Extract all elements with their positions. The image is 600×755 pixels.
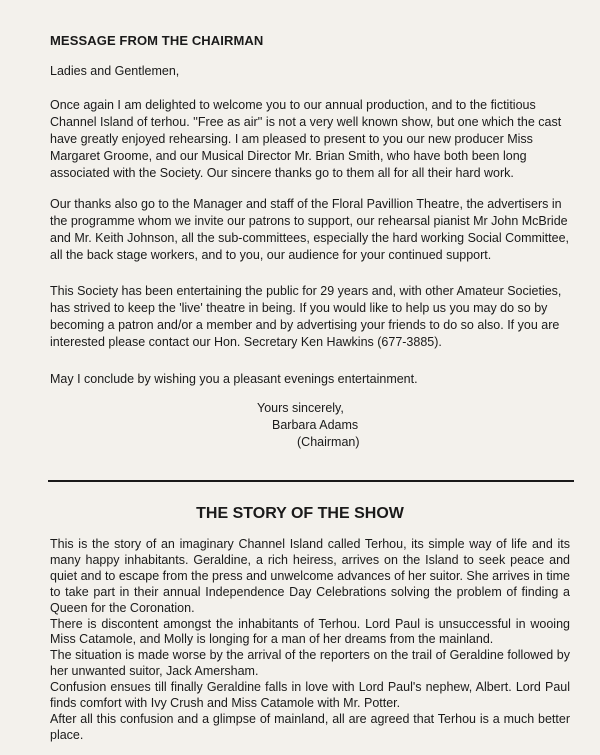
- signatory-role: (Chairman): [297, 435, 360, 449]
- story-paragraph-5: After all this confusion and a glimpse of mainland, all are agreed that Terhou is a much better place.: [50, 711, 570, 742]
- story-body: [50, 537, 570, 744]
- story-paragraph-1: This is the story of an imaginary Channel Island called Terhou, its simple way of life and its many happy inhabitants. Geraldine, a rich heiress, arrives on the Island to seek peace and quiet and to escape from the press and unwelcome advances of her suitor. She arrives in time to take part in their annual Independence Day Celebrations solving the problem of finding a Queen for the Coronation.: [50, 537, 570, 615]
- chairman-message-heading: MESSAGE FROM THE CHAIRMAN: [50, 33, 264, 48]
- chairman-paragraph-3: This Society has been entertaining the public for 29 years and, with other Amateur Societies, has strived to keep the 'live' theatre in being. If you would like to help us you may do so by becoming a patron and/or a member and by advertising your friends to do so also. If you are interested please contact our Hon. Secretary Ken Hawkins (677-3885).: [50, 284, 562, 349]
- story-paragraph-3: The situation is made worse by the arrival of the reporters on the trail of Geraldine followed by her unwanted suitor, Jack Amersham.: [50, 648, 570, 679]
- chairman-paragraph-2: Our thanks also go to the Manager and staff of the Floral Pavillion Theatre, the advertisers in the programme whom we invite our patrons to support, our rehearsal pianist Mr John McBride and Mr. Keith Johnson, all the sub-committees, especially the hard working Social Committee, all the back stage workers, and to you, our audience for your continued support.: [50, 197, 569, 262]
- story-paragraph-2: There is discontent amongst the inhabitants of Terhou. Lord Paul is unsuccessful in wooing Miss Catamole, and Molly is longing for a man of her dreams from the mainland.: [50, 616, 570, 647]
- section-divider: [48, 480, 574, 482]
- greeting: Ladies and Gentlemen,: [50, 64, 180, 78]
- chairman-paragraph-4: May I conclude by wishing you a pleasant evenings entertainment.: [50, 372, 418, 386]
- story-heading: THE STORY OF THE SHOW: [196, 505, 404, 522]
- story-paragraph-4: Confusion ensues till finally Geraldine falls in love with Lord Paul's nephew, Albert. Lord Paul finds comfort with Ivy Crush and Miss Catamole with Mr. Potter.: [50, 680, 570, 711]
- signatory-name: Barbara Adams: [272, 418, 359, 432]
- signoff: Yours sincerely,: [257, 401, 344, 415]
- chairman-paragraph-1: Once again I am delighted to welcome you to our annual production, and to the fictitious Channel Island of terhou. ''Free as air'' is not a very well known show, but one which the cast have greatly enjoyed rehearsing. I am pleased to present to you our new producer Miss Margaret Groome, and our Musical Director Mr. Brian Smith, who have both been long associated with the Society. Our sincere thanks go to them all for all their hard work.: [50, 98, 562, 180]
